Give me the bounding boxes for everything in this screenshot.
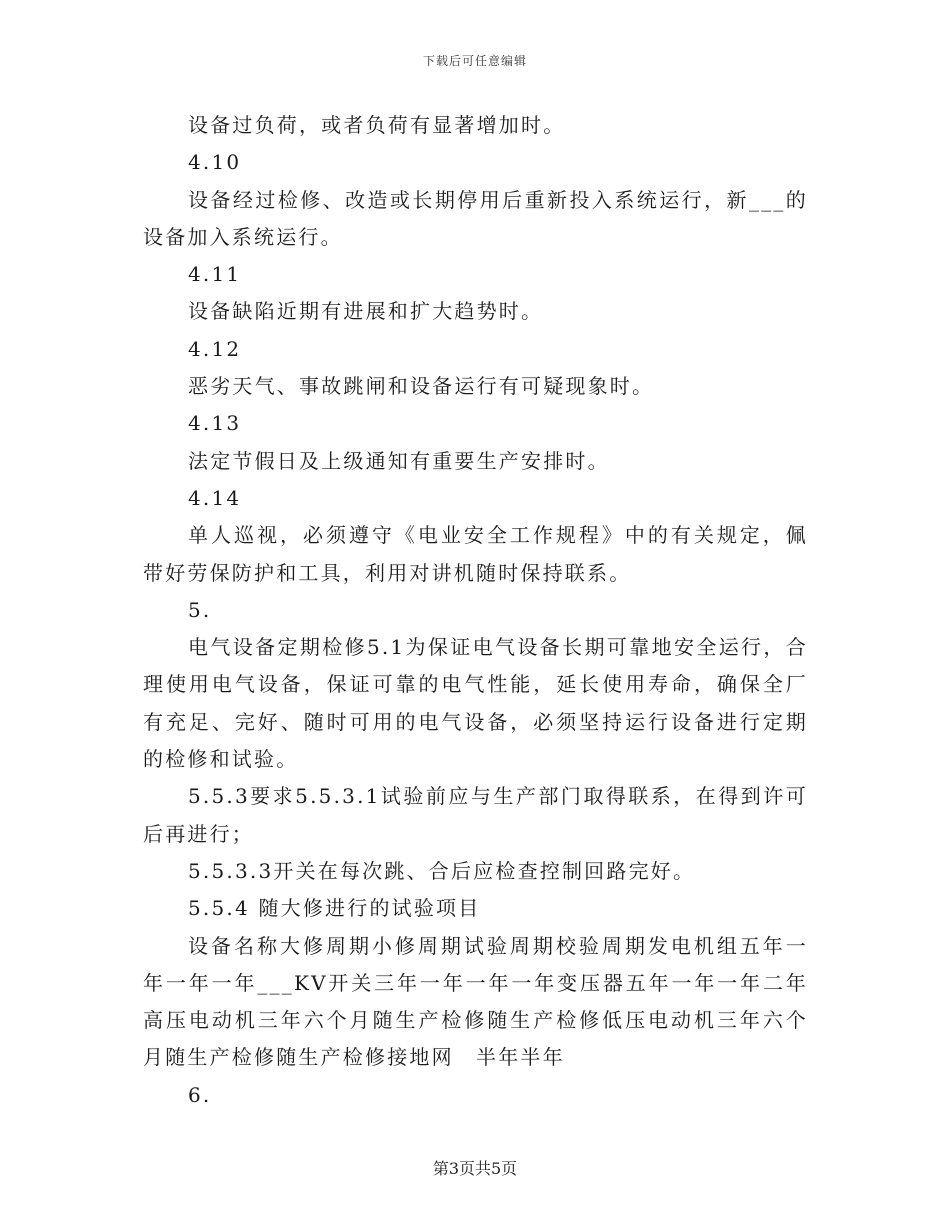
paragraph: 设备经过检修、改造或长期停用后重新投入系统运行，新___的设备加入系统运行。: [143, 187, 808, 249]
section-number: 4.13: [188, 411, 242, 436]
section-number: 5.: [188, 597, 212, 622]
paragraph: 5.5.3.3开关在每次跳、合后应检查控制回路完好。: [188, 858, 696, 883]
paragraph: 5.5.4 随大修进行的试验项目: [188, 896, 481, 921]
paragraph: 单人巡视，必须遵守《电业安全工作规程》中的有关规定，佩带好劳保防护和工具，利用对讲机随时保持联系。: [143, 523, 808, 585]
section-number: 4.12: [188, 336, 242, 361]
paragraph: 设备名称大修周期小修周期试验周期校验周期发电机组五年一年一年一年___KV开关三年一年一年一年变压器五年一年一年二年高压电动机三年六个月随生产检修随生产检修低压电动机三年六个月随生产检修随生产检修接地网 半年半年: [143, 933, 808, 1070]
section-number: 4.11: [188, 262, 242, 287]
section-number: 6.: [188, 1082, 212, 1107]
document-body: [143, 107, 808, 1114]
section-number: 4.10: [188, 150, 242, 175]
paragraph: 恶劣天气、事故跳闸和设备运行有可疑现象时。: [188, 374, 655, 399]
paragraph: 法定节假日及上级通知有重要生产安排时。: [188, 448, 610, 473]
paragraph: 设备缺陷近期有进展和扩大趋势时。: [188, 299, 544, 324]
paragraph: 5.5.3要求5.5.3.1试验前应与生产部门取得联系，在得到许可后再进行；: [143, 784, 808, 846]
page-footer: 第3页共5页: [432, 1159, 518, 1178]
paragraph: 设备过负荷，或者负荷有显著增加时。: [188, 113, 566, 137]
paragraph: 电气设备定期检修5.1为保证电气设备长期可靠地安全运行，合理使用电气设备，保证可靠的电气性能，延长使用寿命，确保全厂有充足、完好、随时可用的电气设备，必须坚持运行设备进行定期的检修和试验。: [143, 635, 808, 772]
page-header: 下载后可任意编辑: [422, 54, 527, 68]
section-number: 4.14: [188, 485, 242, 510]
